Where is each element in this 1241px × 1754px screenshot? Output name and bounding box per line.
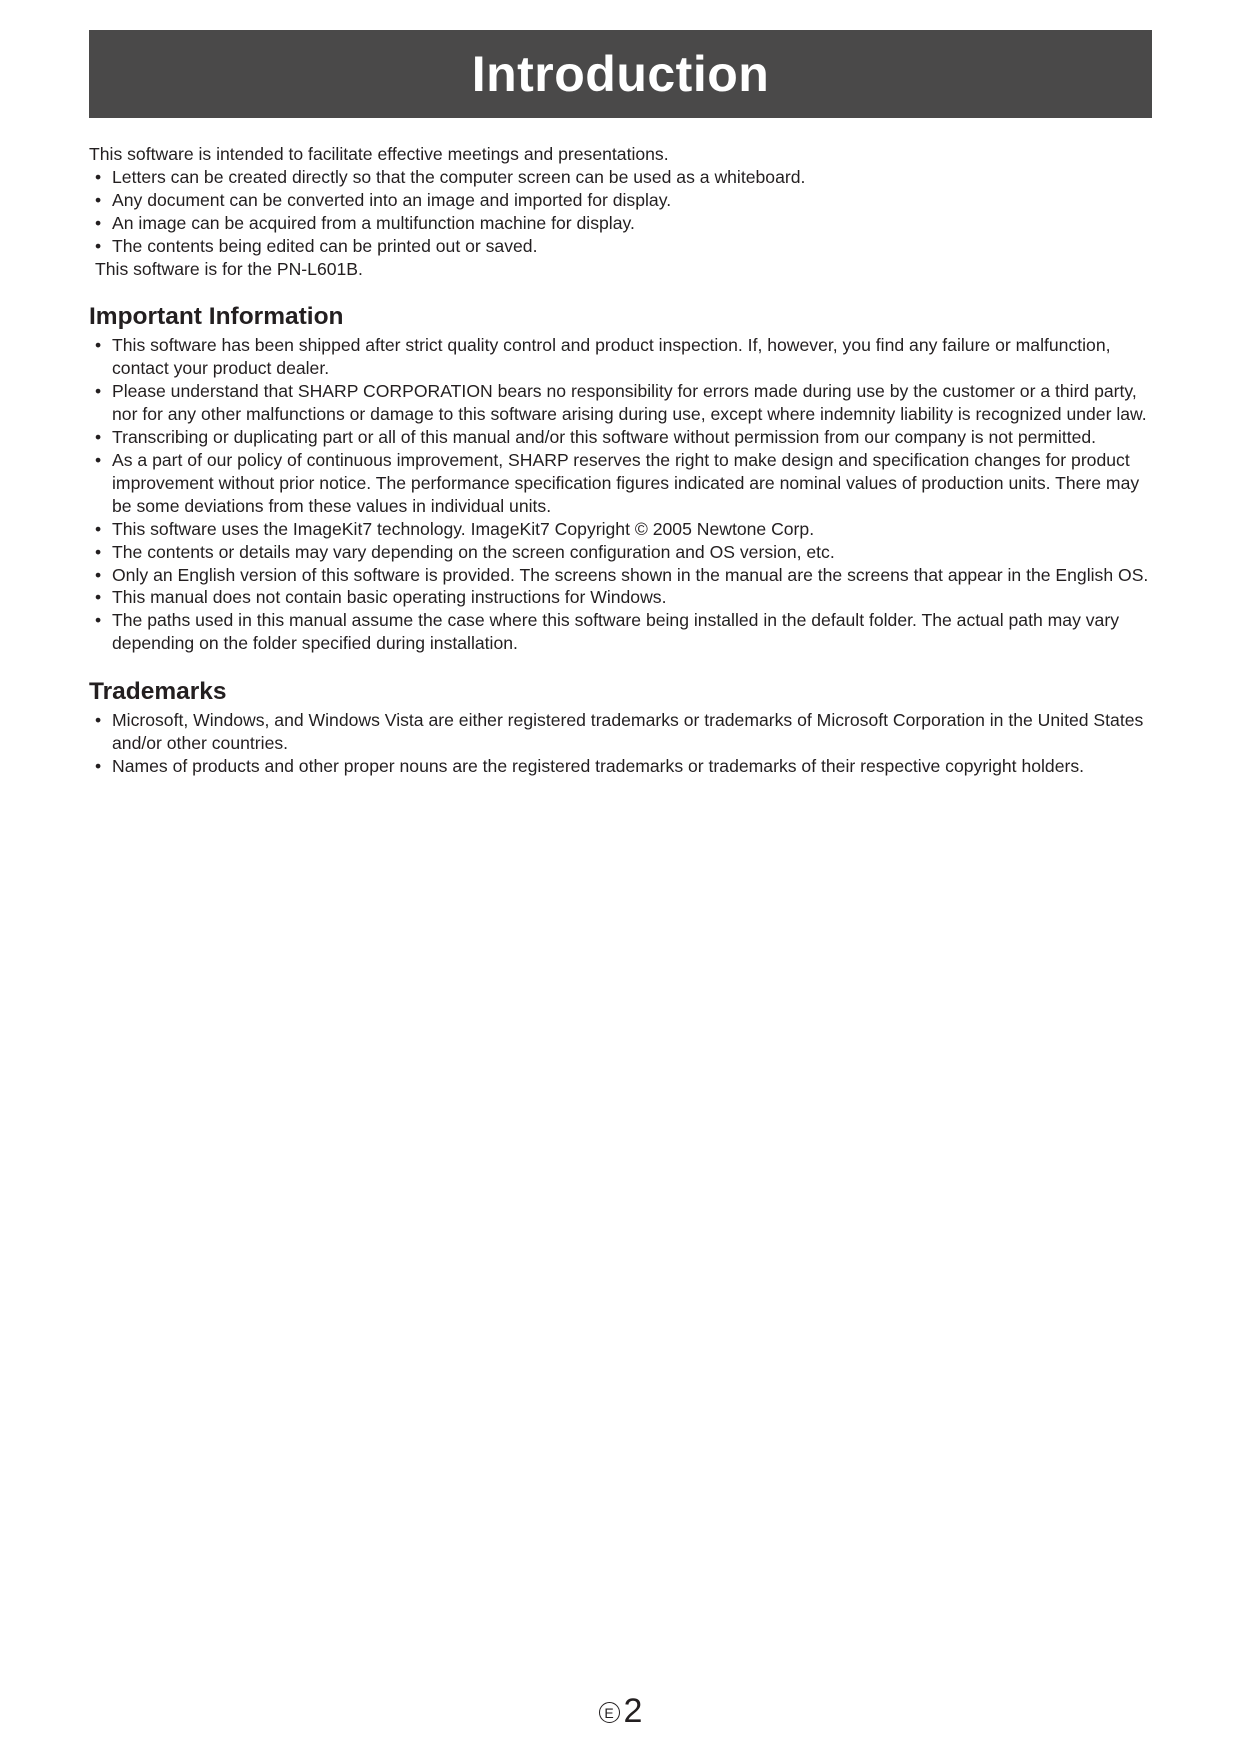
list-item: • Names of products and other proper nouns are the registered trademarks or trademarks of their respective copyright holders. xyxy=(89,755,1157,778)
list-item: • Transcribing or duplicating part or all of this manual and/or this software without permission from our company is not permitted. xyxy=(89,426,1157,449)
list-item: • The contents or details may vary depending on the screen configuration and OS version, etc. xyxy=(89,541,1157,564)
important-information-section xyxy=(89,303,1157,655)
section-heading-trademarks: Trademarks xyxy=(89,678,227,706)
intro-closing: This software is for the PN-L601B. xyxy=(95,258,363,279)
list-item: • This software has been shipped after strict quality control and product inspection. If, however, you find any failure or malfunction, contact your product dealer. xyxy=(89,334,1157,380)
trademarks-section xyxy=(89,678,1157,778)
list-item: • Any document can be converted into an image and imported for display. xyxy=(89,189,1157,212)
section-heading-important: Important Information xyxy=(89,303,344,331)
list-item: • Please understand that SHARP CORPORATION bears no responsibility for errors made during use by the customer or a third party, nor for any other malfunctions or damage to this software arising during use, except where indemnity liability is recognized under law. xyxy=(89,380,1157,426)
list-item: • This manual does not contain basic operating instructions for Windows. xyxy=(89,586,1157,609)
page-title: Introduction xyxy=(471,46,770,102)
list-item: • As a part of our policy of continuous improvement, SHARP reserves the right to make design and specification changes for product improvement without prior notice. The performance specification figures indicated are nominal values of production units. There may be some deviations from these values in individual units. xyxy=(89,449,1157,518)
list-item: • The contents being edited can be printed out or saved. xyxy=(89,235,1157,258)
list-item: • Microsoft, Windows, and Windows Vista are either registered trademarks or trademarks of Microsoft Corporation in the United States and/or other countries. xyxy=(89,709,1157,755)
list-item: • An image can be acquired from a multifunction machine for display. xyxy=(89,212,1157,235)
language-badge-icon: E xyxy=(599,1702,620,1723)
intro-lead: This software is intended to facilitate effective meetings and presentations. xyxy=(89,144,669,164)
page-content xyxy=(89,143,1157,778)
page-footer xyxy=(0,1693,1241,1729)
trademarks-bullet-list xyxy=(89,709,1157,778)
list-item: • The paths used in this manual assume the case where this software being installed in the default folder. The actual path may vary depending on the folder specified during installation. xyxy=(89,609,1157,655)
list-item: • Letters can be created directly so that the computer screen can be used as a whiteboard. xyxy=(89,166,1157,189)
intro-section xyxy=(89,143,1157,280)
title-bar xyxy=(89,30,1152,118)
list-item: • Only an English version of this software is provided. The screens shown in the manual are the screens that appear in the English OS. xyxy=(89,564,1157,587)
list-item: • This software uses the ImageKit7 technology. ImageKit7 Copyright © 2005 Newtone Corp. xyxy=(89,518,1157,541)
important-bullet-list xyxy=(89,334,1157,655)
page-number: 2 xyxy=(623,1692,643,1730)
intro-bullet-list xyxy=(89,166,1157,258)
